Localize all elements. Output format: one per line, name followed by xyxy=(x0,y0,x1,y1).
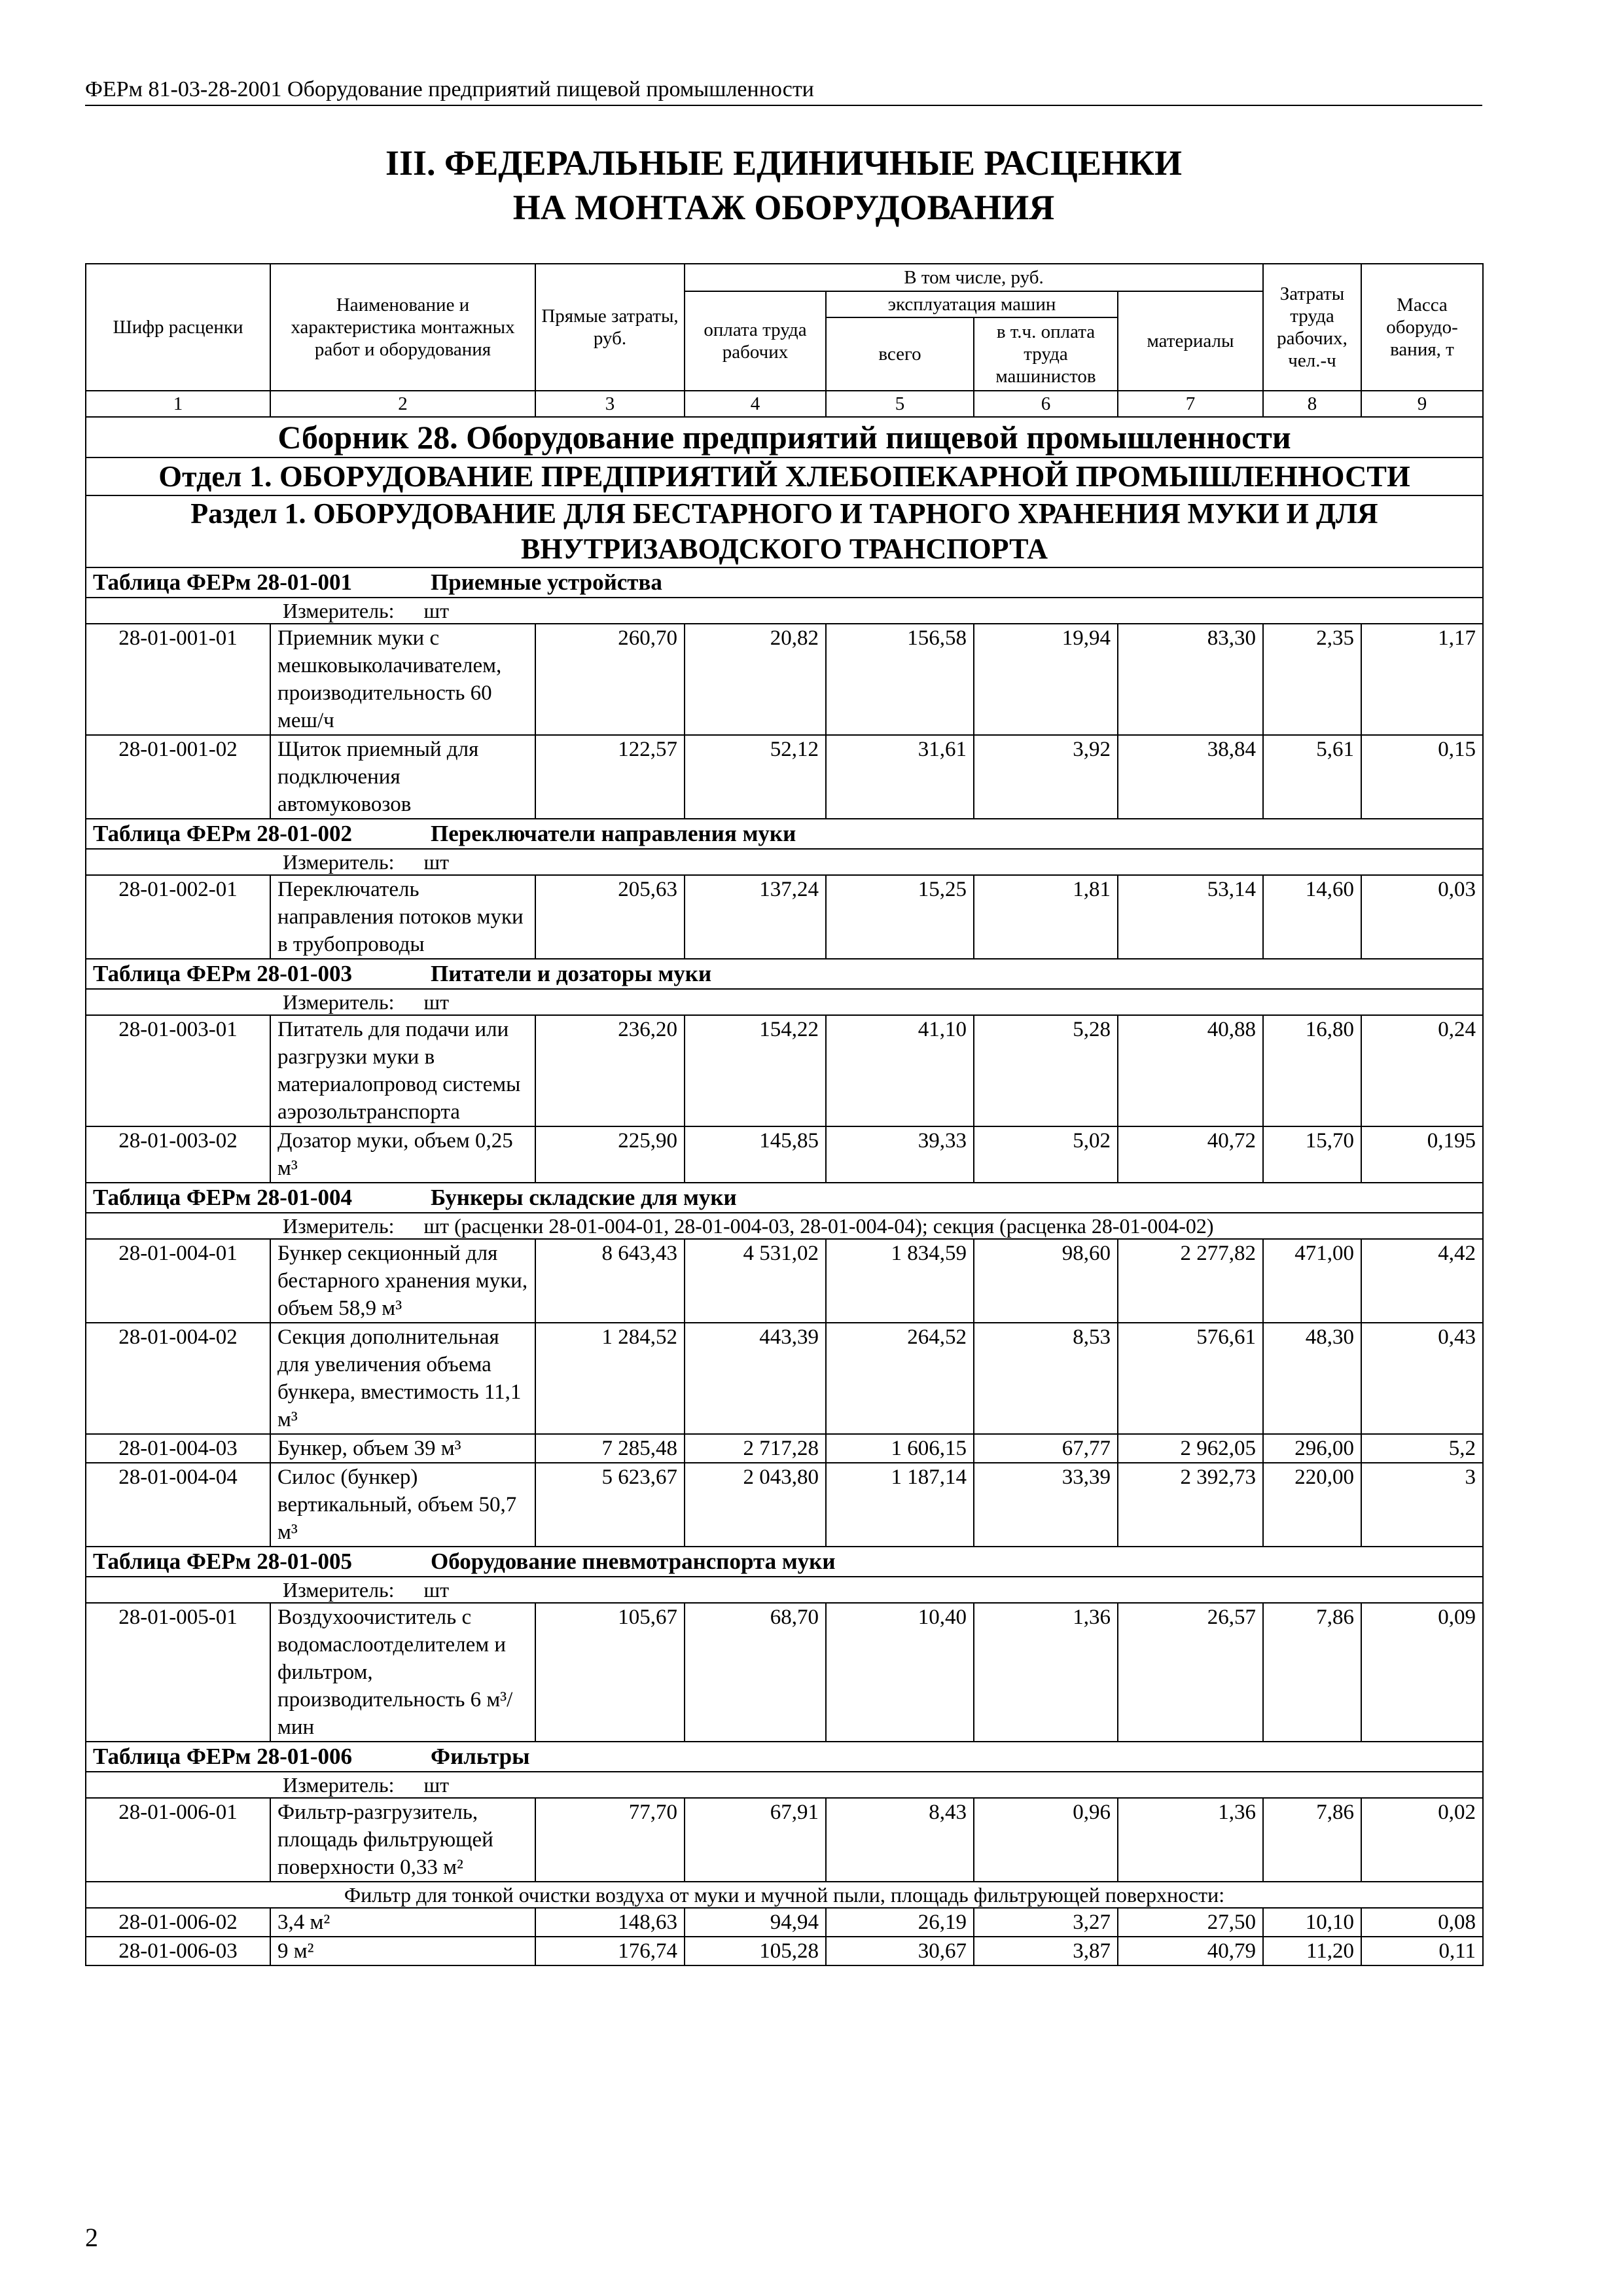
value-direct: 260,70 xyxy=(535,624,685,735)
head-including: В том числе, руб. xyxy=(685,264,1263,291)
value-mat: 2 962,05 xyxy=(1118,1434,1263,1463)
work-name: Секция дополнительная для увеличения объема бункера, вместимость 11,1 м³ xyxy=(270,1323,535,1434)
work-name: Щиток приемный для подключения автомуковозов xyxy=(270,735,535,819)
value-mat: 40,79 xyxy=(1118,1937,1263,1965)
value-labor: 7,86 xyxy=(1263,1603,1361,1742)
value-mach: 15,25 xyxy=(826,875,974,959)
column-numbers-row xyxy=(86,391,1483,417)
value-direct: 205,63 xyxy=(535,875,685,959)
value-labor: 16,80 xyxy=(1263,1015,1361,1126)
column-number: 4 xyxy=(685,391,826,417)
column-number: 5 xyxy=(826,391,974,417)
value-pay: 154,22 xyxy=(685,1015,826,1126)
table-name: Бункеры складские для муки xyxy=(431,1185,737,1210)
value-pay: 94,94 xyxy=(685,1908,826,1937)
value-mach: 1 187,14 xyxy=(826,1463,974,1547)
work-name: Приемник муки с мешковыколачивателем, производительность 60 меш/ч xyxy=(270,624,535,735)
measure-unit: шт xyxy=(423,850,450,874)
column-number: 8 xyxy=(1263,391,1361,417)
value-mach: 26,19 xyxy=(826,1908,974,1937)
value-mass: 0,03 xyxy=(1361,875,1483,959)
value-mass: 0,15 xyxy=(1361,735,1483,819)
measure-line xyxy=(86,1577,1483,1603)
value-mach: 41,10 xyxy=(826,1015,974,1126)
value-labor: 2,35 xyxy=(1263,624,1361,735)
value-labor: 296,00 xyxy=(1263,1434,1361,1463)
rates-table xyxy=(85,263,1484,1966)
table-title xyxy=(86,567,1483,598)
column-number: 7 xyxy=(1118,391,1263,417)
table-row xyxy=(86,1463,1483,1547)
work-name: Дозатор муки, объем 0,25 м³ xyxy=(270,1126,535,1183)
head-materials: материалы xyxy=(1118,291,1263,391)
measure-line xyxy=(86,598,1483,624)
measure-unit: шт xyxy=(423,990,450,1014)
table-row xyxy=(86,1323,1483,1434)
value-mpay: 1,81 xyxy=(974,875,1118,959)
head-name: Наименование и характеристика монтажных работ и оборудования xyxy=(270,264,535,391)
value-mach: 10,40 xyxy=(826,1603,974,1742)
value-mach: 264,52 xyxy=(826,1323,974,1434)
value-mass: 0,43 xyxy=(1361,1323,1483,1434)
collection-title: Сборник 28. Оборудование предприятий пищевой промышленности xyxy=(86,417,1483,457)
head-labor: Затраты труда рабочих, чел.-ч xyxy=(1263,264,1361,391)
value-mach: 1 834,59 xyxy=(826,1239,974,1323)
value-labor: 220,00 xyxy=(1263,1463,1361,1547)
value-mat: 53,14 xyxy=(1118,875,1263,959)
value-mach: 1 606,15 xyxy=(826,1434,974,1463)
value-mass: 0,02 xyxy=(1361,1798,1483,1882)
work-name: Воздухоочиститель с водомаслоотделителем и фильтром, производительность 6 м³/мин xyxy=(270,1603,535,1742)
table-title xyxy=(86,819,1483,849)
value-mpay: 8,53 xyxy=(974,1323,1118,1434)
table-row xyxy=(86,1798,1483,1882)
value-mass: 5,2 xyxy=(1361,1434,1483,1463)
rate-code: 28-01-005-01 xyxy=(86,1603,270,1742)
value-mach: 39,33 xyxy=(826,1126,974,1183)
work-name: 3,4 м² xyxy=(270,1908,535,1937)
table-name: Фильтры xyxy=(431,1744,530,1769)
measure-unit: шт xyxy=(423,599,450,622)
value-mass: 0,09 xyxy=(1361,1603,1483,1742)
value-mat: 83,30 xyxy=(1118,624,1263,735)
value-pay: 68,70 xyxy=(685,1603,826,1742)
rate-code: 28-01-003-01 xyxy=(86,1015,270,1126)
table-title xyxy=(86,1183,1483,1213)
value-mach: 156,58 xyxy=(826,624,974,735)
measure-label: Измеритель: xyxy=(283,1773,395,1797)
value-mat: 27,50 xyxy=(1118,1908,1263,1937)
value-mach: 8,43 xyxy=(826,1798,974,1882)
value-mat: 1,36 xyxy=(1118,1798,1263,1882)
value-labor: 48,30 xyxy=(1263,1323,1361,1434)
measure-label: Измеритель: xyxy=(283,1578,395,1602)
value-mach: 30,67 xyxy=(826,1937,974,1965)
value-mass: 0,24 xyxy=(1361,1015,1483,1126)
table-title xyxy=(86,1742,1483,1772)
head-direct: Прямые затраты, руб. xyxy=(535,264,685,391)
head-machines-total: всего xyxy=(826,317,974,391)
table-name: Питатели и дозаторы муки xyxy=(431,961,712,986)
table-name: Приемные устройства xyxy=(431,569,662,595)
value-pay: 443,39 xyxy=(685,1323,826,1434)
value-mpay: 3,27 xyxy=(974,1908,1118,1937)
work-name: Бункер, объем 39 м³ xyxy=(270,1434,535,1463)
value-labor: 471,00 xyxy=(1263,1239,1361,1323)
value-mach: 31,61 xyxy=(826,735,974,819)
table-row xyxy=(86,1937,1483,1965)
measure-unit: шт (расценки 28-01-004-01, 28-01-004-03, 28-01-004-04); секция (расценка 28-01-004-02) xyxy=(423,1214,1214,1238)
value-mass: 4,42 xyxy=(1361,1239,1483,1323)
head-workers-pay: оплата труда рабочих xyxy=(685,291,826,391)
work-name: Питатель для подачи или разгрузки муки в материалопровод системы аэрозольтранспорта xyxy=(270,1015,535,1126)
value-mpay: 0,96 xyxy=(974,1798,1118,1882)
department-title: Отдел 1. ОБОРУДОВАНИЕ ПРЕДПРИЯТИЙ ХЛЕБОПЕКАРНОЙ ПРОМЫШЛЕННОСТИ xyxy=(86,457,1483,495)
value-mat: 40,88 xyxy=(1118,1015,1263,1126)
value-direct: 77,70 xyxy=(535,1798,685,1882)
rate-code: 28-01-001-01 xyxy=(86,624,270,735)
value-pay: 67,91 xyxy=(685,1798,826,1882)
table-row xyxy=(86,624,1483,735)
value-mat: 40,72 xyxy=(1118,1126,1263,1183)
measure-line xyxy=(86,1213,1483,1239)
value-mat: 576,61 xyxy=(1118,1323,1263,1434)
value-labor: 15,70 xyxy=(1263,1126,1361,1183)
table-title xyxy=(86,1547,1483,1577)
value-mpay: 5,02 xyxy=(974,1126,1118,1183)
head-machines: эксплуатация машин xyxy=(826,291,1118,317)
column-number: 1 xyxy=(86,391,270,417)
head-machinists-pay: в т.ч. оплата труда машинистов xyxy=(974,317,1118,391)
value-pay: 105,28 xyxy=(685,1937,826,1965)
measure-line xyxy=(86,989,1483,1015)
value-pay: 20,82 xyxy=(685,624,826,735)
rate-code: 28-01-004-02 xyxy=(86,1323,270,1434)
column-number: 6 xyxy=(974,391,1118,417)
table-row xyxy=(86,1239,1483,1323)
value-mpay: 67,77 xyxy=(974,1434,1118,1463)
running-header: ФЕРм 81-03-28-2001 Оборудование предприятий пищевой промышленности xyxy=(85,77,1482,106)
section-title: Раздел 1. ОБОРУДОВАНИЕ ДЛЯ БЕСТАРНОГО И ТАРНОГО ХРАНЕНИЯ МУКИ И ДЛЯ ВНУТРИЗАВОДСКОГО ТРАНСПОРТА xyxy=(86,495,1483,567)
value-mpay: 3,87 xyxy=(974,1937,1118,1965)
rate-code: 28-01-004-03 xyxy=(86,1434,270,1463)
measure-label: Измеритель: xyxy=(283,599,395,622)
column-number: 2 xyxy=(270,391,535,417)
measure-line xyxy=(86,1772,1483,1798)
table-row xyxy=(86,735,1483,819)
value-mass: 1,17 xyxy=(1361,624,1483,735)
table-title xyxy=(86,959,1483,989)
value-labor: 7,86 xyxy=(1263,1798,1361,1882)
value-direct: 225,90 xyxy=(535,1126,685,1183)
value-mat: 38,84 xyxy=(1118,735,1263,819)
table-code: Таблица ФЕРм 28-01-002 xyxy=(93,821,353,846)
measure-label: Измеритель: xyxy=(283,1214,395,1238)
work-name: Бункер секционный для бестарного хранения муки, объем 58,9 м³ xyxy=(270,1239,535,1323)
table-name: Оборудование пневмотранспорта муки xyxy=(431,1549,836,1574)
value-direct: 105,67 xyxy=(535,1603,685,1742)
value-mat: 2 392,73 xyxy=(1118,1463,1263,1547)
value-pay: 2 717,28 xyxy=(685,1434,826,1463)
page-title-line-2: НА МОНТАЖ ОБОРУДОВАНИЯ xyxy=(512,188,1055,227)
rate-code: 28-01-002-01 xyxy=(86,875,270,959)
head-mass: Масса оборудо-вания, т xyxy=(1361,264,1483,391)
rate-code: 28-01-006-01 xyxy=(86,1798,270,1882)
value-labor: 14,60 xyxy=(1263,875,1361,959)
table-row xyxy=(86,1908,1483,1937)
value-direct: 1 284,52 xyxy=(535,1323,685,1434)
measure-unit: шт xyxy=(423,1578,450,1602)
value-mpay: 98,60 xyxy=(974,1239,1118,1323)
value-direct: 176,74 xyxy=(535,1937,685,1965)
rate-code: 28-01-003-02 xyxy=(86,1126,270,1183)
rate-code: 28-01-004-01 xyxy=(86,1239,270,1323)
work-name: Фильтр-разгрузитель, площадь фильтрующей поверхности 0,33 м² xyxy=(270,1798,535,1882)
value-mass: 0,11 xyxy=(1361,1937,1483,1965)
table-row xyxy=(86,1434,1483,1463)
value-mpay: 5,28 xyxy=(974,1015,1118,1126)
table-row xyxy=(86,1603,1483,1742)
column-number: 9 xyxy=(1361,391,1483,417)
value-labor: 5,61 xyxy=(1263,735,1361,819)
value-pay: 145,85 xyxy=(685,1126,826,1183)
table-code: Таблица ФЕРм 28-01-005 xyxy=(93,1549,353,1574)
value-pay: 4 531,02 xyxy=(685,1239,826,1323)
work-name: Силос (бункер) вертикальный, объем 50,7 м³ xyxy=(270,1463,535,1547)
measure-unit: шт xyxy=(423,1773,450,1797)
measure-label: Измеритель: xyxy=(283,990,395,1014)
column-number: 3 xyxy=(535,391,685,417)
page-number: 2 xyxy=(85,2223,98,2252)
value-labor: 10,10 xyxy=(1263,1908,1361,1937)
value-pay: 137,24 xyxy=(685,875,826,959)
table-row xyxy=(86,875,1483,959)
value-direct: 122,57 xyxy=(535,735,685,819)
rate-code: 28-01-006-03 xyxy=(86,1937,270,1965)
table-code: Таблица ФЕРм 28-01-004 xyxy=(93,1185,353,1210)
value-mass: 0,195 xyxy=(1361,1126,1483,1183)
value-direct: 5 623,67 xyxy=(535,1463,685,1547)
table-row xyxy=(86,1126,1483,1183)
head-code: Шифр расценки xyxy=(86,264,270,391)
value-pay: 2 043,80 xyxy=(685,1463,826,1547)
value-mass: 0,08 xyxy=(1361,1908,1483,1937)
work-name: 9 м² xyxy=(270,1937,535,1965)
table-code: Таблица ФЕРм 28-01-001 xyxy=(93,569,353,595)
group-note: Фильтр для тонкой очистки воздуха от муки и мучной пыли, площадь фильтрующей поверхности: xyxy=(86,1882,1483,1908)
value-direct: 236,20 xyxy=(535,1015,685,1126)
value-mat: 26,57 xyxy=(1118,1603,1263,1742)
value-direct: 8 643,43 xyxy=(535,1239,685,1323)
table-row xyxy=(86,1015,1483,1126)
table-code: Таблица ФЕРм 28-01-003 xyxy=(93,961,353,986)
value-mpay: 1,36 xyxy=(974,1603,1118,1742)
page-title-line-1: III. ФЕДЕРАЛЬНЫЕ ЕДИНИЧНЫЕ РАСЦЕНКИ xyxy=(385,143,1183,183)
value-mpay: 3,92 xyxy=(974,735,1118,819)
measure-line xyxy=(86,849,1483,875)
work-name: Переключатель направления потоков муки в трубопроводы xyxy=(270,875,535,959)
rate-code: 28-01-001-02 xyxy=(86,735,270,819)
value-mpay: 33,39 xyxy=(974,1463,1118,1547)
value-labor: 11,20 xyxy=(1263,1937,1361,1965)
value-mpay: 19,94 xyxy=(974,624,1118,735)
rate-code: 28-01-006-02 xyxy=(86,1908,270,1937)
rate-code: 28-01-004-04 xyxy=(86,1463,270,1547)
value-mat: 2 277,82 xyxy=(1118,1239,1263,1323)
page-title xyxy=(85,141,1482,230)
value-direct: 148,63 xyxy=(535,1908,685,1937)
table-name: Переключатели направления муки xyxy=(431,821,796,846)
value-pay: 52,12 xyxy=(685,735,826,819)
value-mass: 3 xyxy=(1361,1463,1483,1547)
measure-label: Измеритель: xyxy=(283,850,395,874)
table-code: Таблица ФЕРм 28-01-006 xyxy=(93,1744,353,1769)
value-direct: 7 285,48 xyxy=(535,1434,685,1463)
